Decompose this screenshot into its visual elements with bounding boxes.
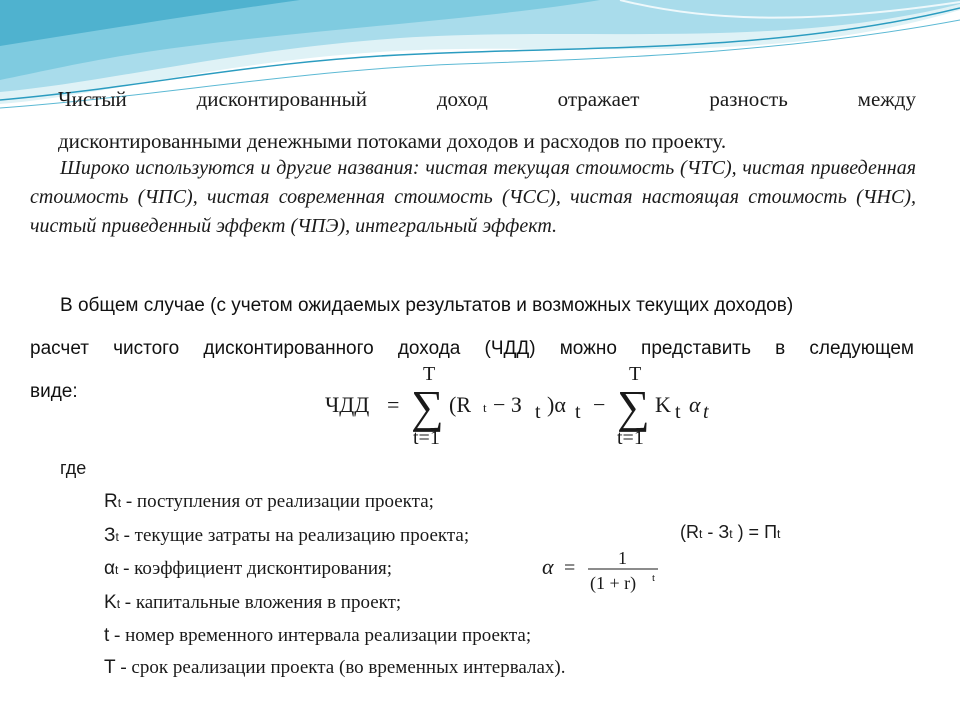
- definition-item: [104, 486, 566, 520]
- formula-k: K: [655, 392, 671, 417]
- sum1-sigma-icon: ∑: [411, 381, 444, 432]
- general-case-line-1: В общем случае (с учетом ожидаемых результатов и возможных текущих доходов): [60, 295, 794, 316]
- discount-factor-formula: [540, 544, 670, 594]
- intro-paragraph: [58, 78, 916, 162]
- formula-k-sub: t: [675, 401, 681, 423]
- formula-minus: −: [593, 392, 606, 417]
- alpha-symbol: α: [542, 554, 554, 579]
- sum1-lower: t=1: [413, 427, 440, 449]
- definition-item: [104, 520, 566, 554]
- formula-alpha-sub: t: [575, 401, 581, 423]
- relation-part: ) = П: [732, 522, 778, 542]
- sum1-upper: T: [423, 363, 436, 385]
- npv-formula: [325, 360, 745, 450]
- definition-symbol: t: [104, 625, 110, 646]
- definition-symbol: T: [104, 656, 116, 678]
- definition-symbol: З: [104, 524, 116, 546]
- relation-part: t: [699, 527, 703, 541]
- definition-item: [104, 587, 566, 621]
- sum2-sigma-icon: ∑: [617, 381, 650, 432]
- alpha-denominator: (1 + r): [590, 573, 637, 593]
- formula-equals: =: [387, 392, 400, 417]
- definition-symbol: α: [104, 558, 115, 579]
- definition-symbol: R: [104, 491, 118, 512]
- definition-item: [104, 652, 566, 684]
- definition-text: - текущие затраты на реализацию проекта;: [118, 524, 470, 546]
- definitions-list: [104, 486, 566, 683]
- profit-relation: [680, 522, 780, 543]
- definition-text: - поступления от реализации проекта;: [121, 491, 434, 512]
- definition-text: - срок реализации проекта (во временных интервалах).: [115, 656, 566, 678]
- definition-text: - номер временного интервала реализации проекта;: [109, 625, 532, 646]
- alpha-exponent: t: [652, 572, 656, 584]
- relation-part: - З: [702, 522, 730, 542]
- sum2-lower: t=1: [617, 427, 644, 449]
- relation-part: (R: [680, 522, 699, 542]
- definition-subscript: t: [115, 529, 119, 544]
- definition-subscript: t: [114, 563, 119, 577]
- formula-alpha2-sub: t: [703, 401, 709, 423]
- formula-r-sub: t: [483, 400, 487, 415]
- alternative-names-text: Широко используются и другие названия: чистая текущая стоимость (ЧТС), чистая приведенная стоимость (ЧПС), чистая современная стоимость (ЧСС), чистая настоящая стоимость (ЧНС), чистый приведенный эффект (ЧПЭ), интегральный эффект.: [30, 157, 916, 237]
- formula-lhs: ЧДД: [325, 392, 370, 417]
- formula-alpha: α: [689, 392, 701, 417]
- relation-part: t: [777, 527, 781, 541]
- alpha-numerator: 1: [618, 548, 627, 568]
- definition-text: - коэффициент дисконтирования;: [118, 558, 393, 579]
- formula-z-sub: t: [535, 401, 541, 423]
- intro-line-2: дисконтированными денежными потоками доходов и расходов по проекту.: [58, 129, 727, 153]
- relation-part: t: [729, 527, 733, 541]
- intro-line-1: Чистый дисконтированный доход отражает разность между: [58, 87, 916, 111]
- general-case-line-3: виде:: [30, 381, 78, 402]
- formula-r-open: (R: [449, 392, 471, 417]
- formula-close-alpha: )α: [547, 392, 566, 417]
- alternative-names-paragraph: [30, 154, 916, 241]
- general-case-line-2: расчет чистого дисконтированного дохода (ЧДД) можно представить в следующем: [30, 338, 914, 359]
- definition-item: [104, 620, 566, 652]
- definition-text: - капитальные вложения в проект;: [120, 591, 402, 613]
- definition-subscript: t: [117, 496, 122, 510]
- alpha-equals: =: [564, 557, 576, 579]
- formula-z: − З: [493, 392, 522, 417]
- definition-item: [104, 553, 566, 587]
- definition-subscript: t: [116, 596, 121, 611]
- where-label: где: [60, 458, 87, 478]
- definition-symbol: K: [104, 591, 117, 613]
- sum2-upper: T: [629, 363, 642, 385]
